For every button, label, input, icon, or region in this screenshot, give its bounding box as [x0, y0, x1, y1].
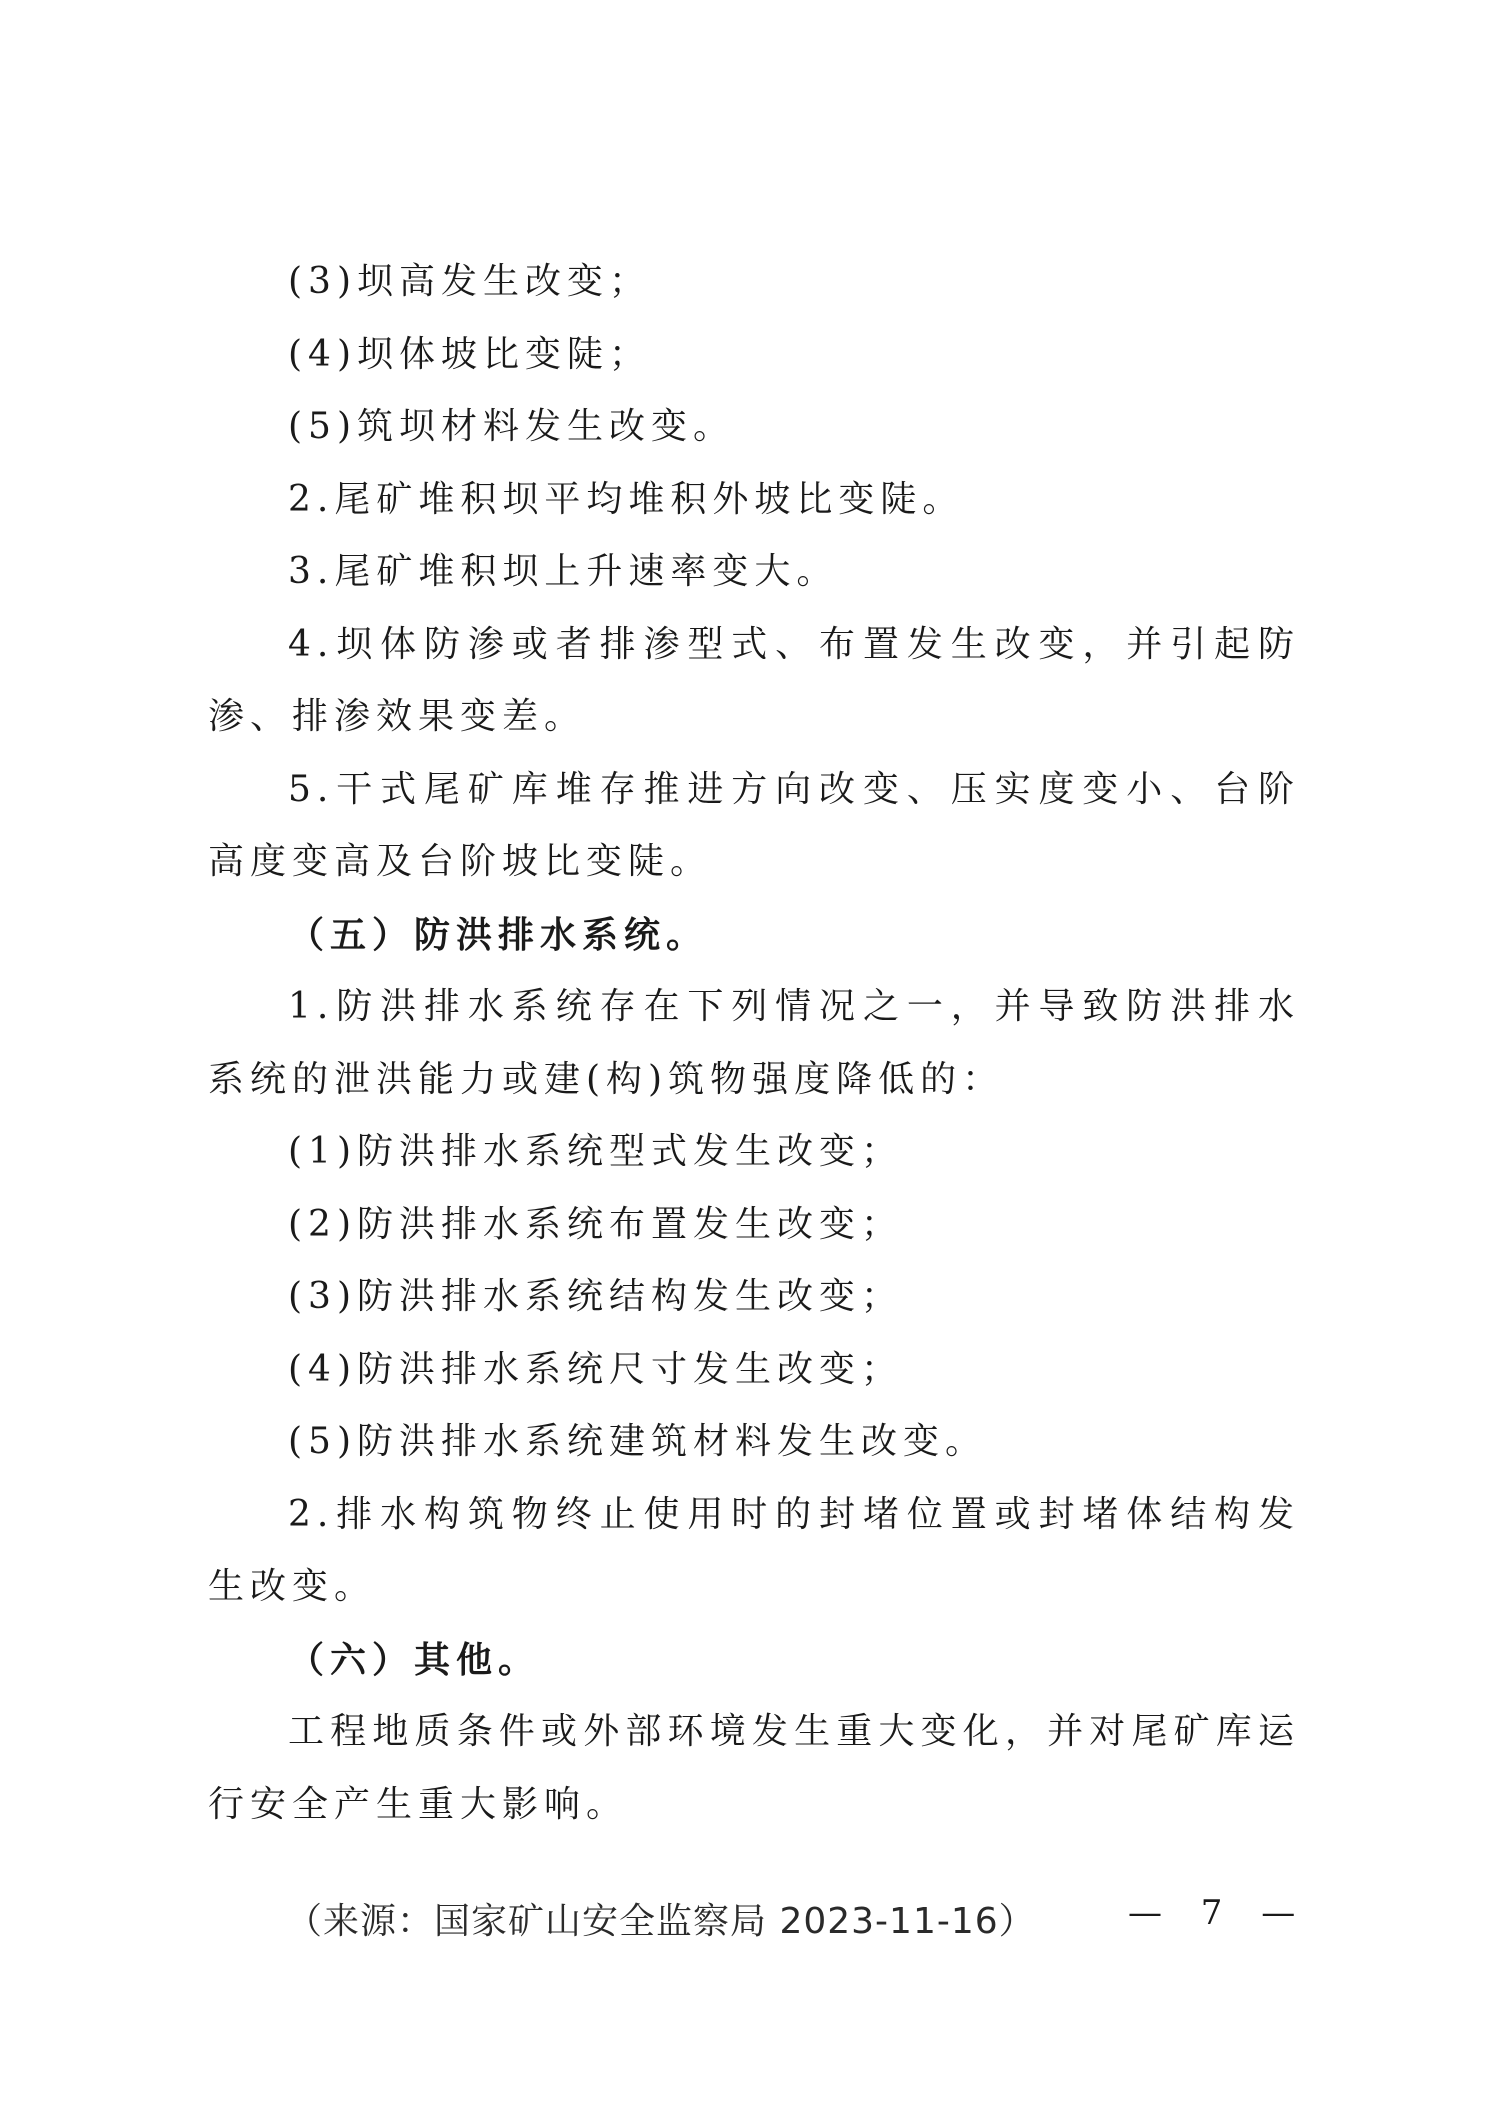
paragraph-item-3-drainage-structure: (3)防洪排水系统结构发生改变；	[288, 1276, 903, 1317]
paragraph-1-drainage-conditions: 1.防洪排水系统存在下列情况之一，并导致防洪排水系统的泄洪能力或建(构)筑物强度降低的：	[208, 986, 1300, 1100]
document-body	[208, 246, 1300, 1841]
paragraph-item-5-dam-material: (5)筑坝材料发生改变。	[288, 406, 735, 447]
section-heading-flood-drainage: （五）防洪排水系统。	[288, 913, 709, 956]
paragraph-2-outer-slope: 2.尾矿堆积坝平均堆积外坡比变陡。	[288, 478, 965, 520]
paragraph-item-5-drainage-material: (5)防洪排水系统建筑材料发生改变。	[288, 1421, 987, 1462]
paragraph-item-2-drainage-layout: (2)防洪排水系统布置发生改变；	[288, 1203, 903, 1245]
paragraph-item-3-dam-height: (3)坝高发生改变；	[288, 261, 651, 302]
section-heading-other: （六）其他。	[288, 1638, 541, 1681]
paragraph-5-dry-tailings: 5.干式尾矿库堆存推进方向改变、压实度变小、台阶高度变高及台阶坡比变陡。	[208, 768, 1300, 882]
paragraph-4-seepage: 4.坝体防渗或者排渗型式、布置发生改变，并引起防渗、排渗效果变差。	[208, 623, 1300, 737]
paragraph-3-rise-rate: 3.尾矿堆积坝上升速率变大。	[288, 551, 839, 592]
paragraph-geology-environment: 工程地质条件或外部环境发生重大变化，并对尾矿库运行安全产生重大影响。	[208, 1711, 1300, 1825]
paragraph-2-plugging: 2.排水构筑物终止使用时的封堵位置或封堵体结构发生改变。	[208, 1493, 1300, 1607]
source-citation: （来源：国家矿山安全监察局 2023-11-16）	[286, 1901, 1036, 1942]
paragraph-item-4-dam-slope: (4)坝体坡比变陡；	[288, 333, 651, 375]
page-number: — 7 —	[1128, 1893, 1310, 1933]
paragraph-item-4-drainage-size: (4)防洪排水系统尺寸发生改变；	[288, 1348, 903, 1390]
paragraph-item-1-drainage-type: (1)防洪排水系统型式发生改变；	[288, 1131, 903, 1172]
